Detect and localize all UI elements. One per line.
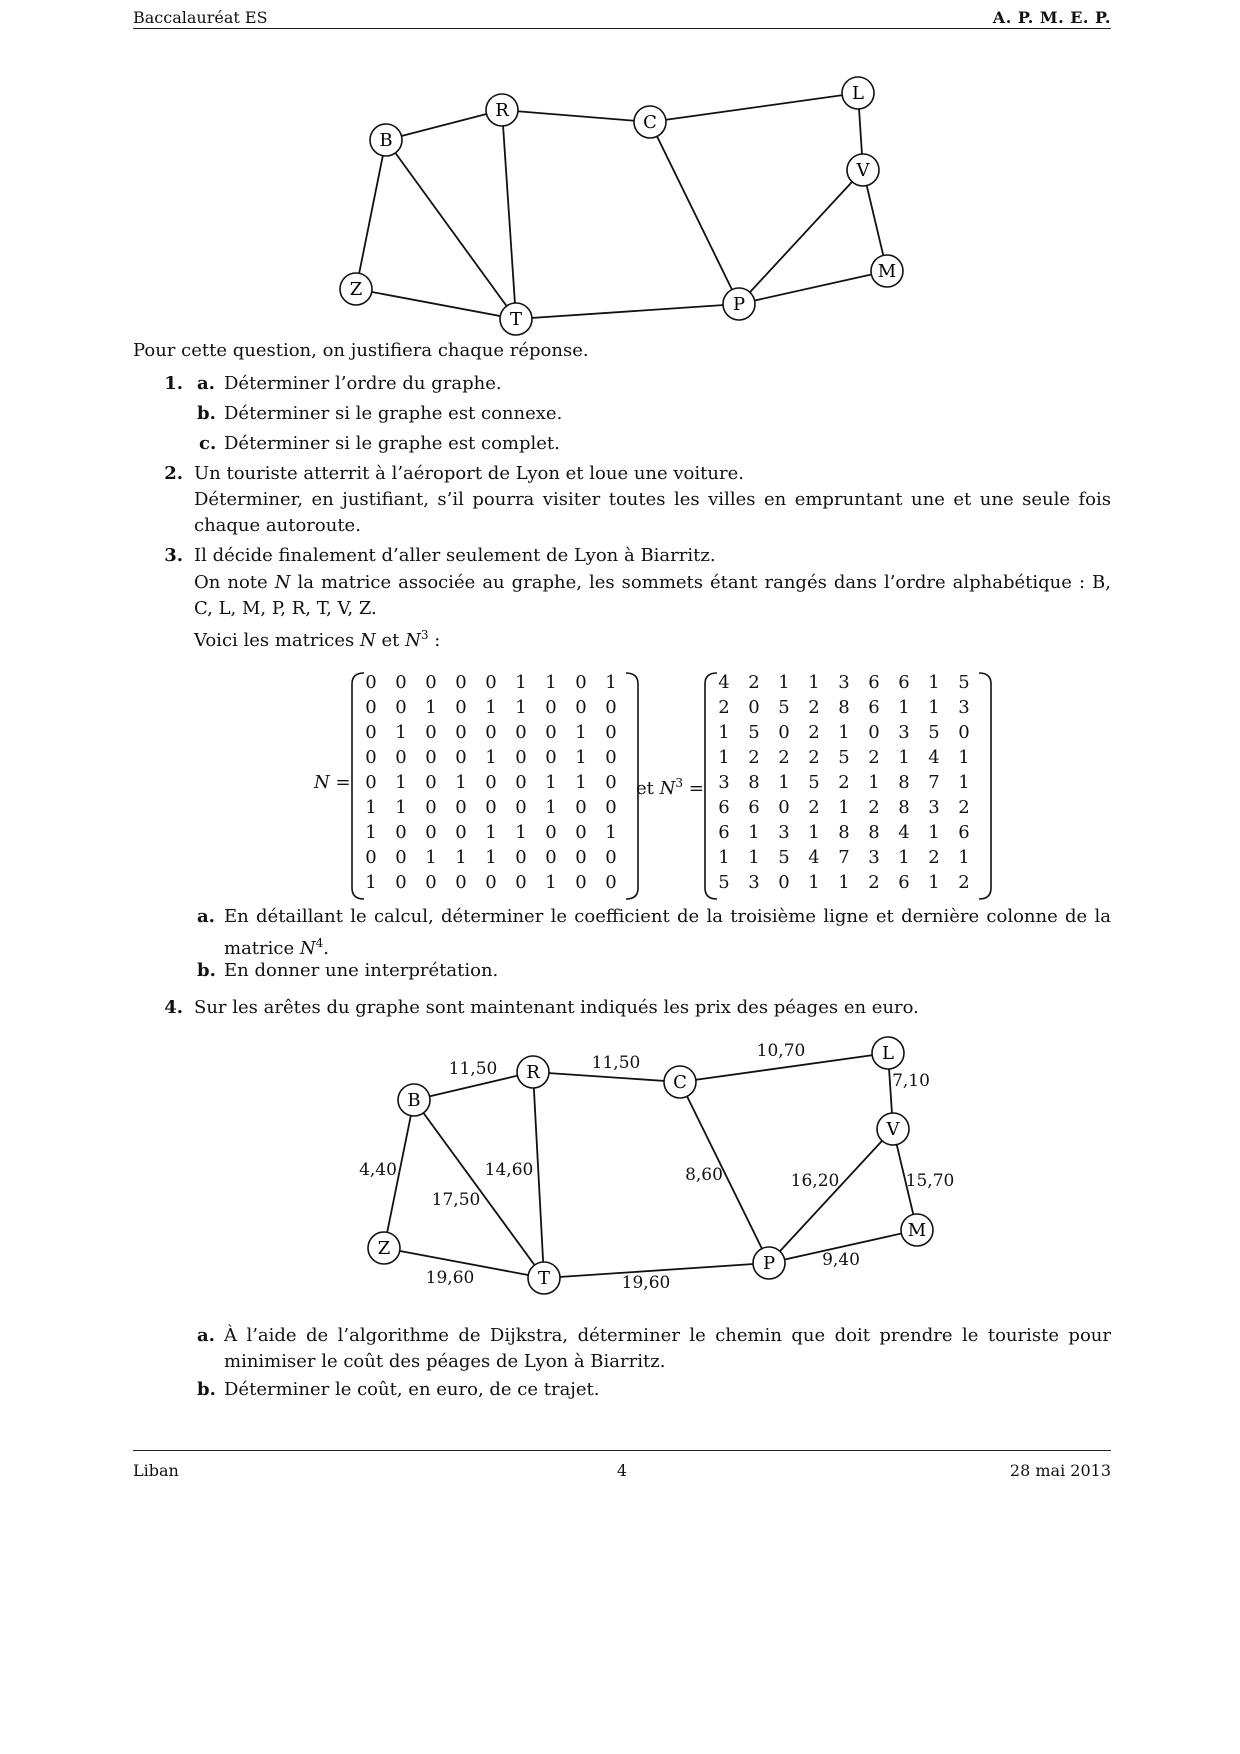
weight-B-R: 11,50 <box>448 1059 498 1079</box>
weight-P-M: 9,40 <box>822 1250 860 1270</box>
q3a-text: En détaillant le calcul, déterminer le coefficient de la troisième ligne et dernière colonne de la matrice $N^4$. <box>224 906 1111 959</box>
matrix-cell: 1 <box>515 697 527 718</box>
matrix-cell: 0 <box>545 722 557 743</box>
matrix-cell: 8 <box>868 822 880 843</box>
svg-text:L: L <box>882 1043 894 1064</box>
matrix-cell: 0 <box>748 697 760 718</box>
w-node-T <box>528 1262 560 1294</box>
matrix-cell: 7 <box>838 847 850 868</box>
q3-line2: On note N la matrice associée au graphe, les sommets étant rangés dans l’ordre alphabétique : B, C, L, M, P, R, T, V, Z. <box>194 572 1111 619</box>
matrix-cell: 0 <box>575 847 587 868</box>
matrix-cell: 0 <box>485 797 497 818</box>
matrix-cell: 0 <box>425 872 437 893</box>
matrix-cell: 0 <box>515 872 527 893</box>
matrix-cell: 1 <box>868 772 880 793</box>
w-node-V <box>877 1113 909 1145</box>
matrix-cell: 8 <box>898 797 910 818</box>
matrix-cell: 2 <box>808 797 820 818</box>
matrix-cell: 6 <box>868 672 880 693</box>
matrix-cell: 0 <box>605 747 617 768</box>
svg-text:P: P <box>732 294 746 315</box>
matrix-cell: 0 <box>868 722 880 743</box>
q1b-label: b. <box>197 403 216 424</box>
w-node-P <box>753 1247 785 1279</box>
matrix-cell: 6 <box>958 822 970 843</box>
matrix-cell: 0 <box>365 672 377 693</box>
matrix-cell: 1 <box>575 722 587 743</box>
matrix-cell: 1 <box>545 872 557 893</box>
matrix-cell: 1 <box>778 772 790 793</box>
weight-B-Z: 4,40 <box>359 1160 397 1180</box>
matrix-cell: 3 <box>958 697 970 718</box>
matrix-cell: 0 <box>605 797 617 818</box>
q4a-label: a. <box>197 1325 215 1346</box>
svg-text:P: P <box>762 1253 776 1274</box>
matrix-cell: 6 <box>718 822 730 843</box>
matrix-cell: 2 <box>868 797 880 818</box>
matrix-cell: 0 <box>395 697 407 718</box>
matrix-cell: 0 <box>485 672 497 693</box>
matrix-cell: 6 <box>898 872 910 893</box>
matrix-cell: 4 <box>898 822 910 843</box>
matrix-cell: 1 <box>718 747 730 768</box>
matrix-cell: 1 <box>898 847 910 868</box>
matrix-cell: 0 <box>575 697 587 718</box>
matrix-cell: 7 <box>928 772 940 793</box>
matrix-cell: 1 <box>838 797 850 818</box>
svg-text:B: B <box>407 1090 421 1111</box>
q2-line2: Déterminer, en justifiant, s’il pourra visiter toutes les villes en empruntant une et une seule fois chaque autoroute. <box>194 489 1111 536</box>
matrix-cell: 0 <box>778 872 790 893</box>
matrix-cell: 1 <box>455 772 467 793</box>
svg-text:R: R <box>495 100 509 121</box>
matrix-cell: 1 <box>485 847 497 868</box>
q4b-text: Déterminer le coût, en euro, de ce trajet. <box>224 1379 600 1400</box>
matrix-cell: 6 <box>718 797 730 818</box>
matrix-cell: 5 <box>778 697 790 718</box>
matrix-cell: 0 <box>778 797 790 818</box>
matrix-cell: 2 <box>748 747 760 768</box>
matrix-cell: 0 <box>425 747 437 768</box>
matrix-cell: 3 <box>718 772 730 793</box>
q3-line3: Voici les matrices N et $N^3$ : <box>194 628 441 651</box>
w-edge-R-T <box>533 1072 544 1278</box>
matrix-cell: 2 <box>808 722 820 743</box>
matrix-cell: 2 <box>958 797 970 818</box>
q4-line1: Sur les arêtes du graphe sont maintenant indiqués les prix des péages en euro. <box>194 997 919 1018</box>
matrix-cell: 1 <box>958 847 970 868</box>
matrix-cell: 0 <box>395 747 407 768</box>
svg-text:Z: Z <box>349 279 363 300</box>
matrix-cell: 0 <box>365 697 377 718</box>
matrix-cell: 1 <box>395 797 407 818</box>
matrix-cell: 0 <box>545 847 557 868</box>
matrix-cell: 0 <box>575 822 587 843</box>
q3-number: 3. <box>164 545 183 566</box>
matrix-cell: 1 <box>928 872 940 893</box>
matrix-cell: 2 <box>928 847 940 868</box>
matrix-cell: 1 <box>898 697 910 718</box>
matrix-cell: 0 <box>455 722 467 743</box>
matrix-cell: 5 <box>748 722 760 743</box>
matrix-cell: 0 <box>365 847 377 868</box>
matrix-cell: 3 <box>898 722 910 743</box>
weight-V-P: 16,20 <box>790 1171 840 1191</box>
matrix-cell: 1 <box>928 672 940 693</box>
matrix-cell: 0 <box>485 772 497 793</box>
matrix-cell: 0 <box>395 847 407 868</box>
matrix-cell: 1 <box>515 672 527 693</box>
footer-date: 28 mai 2013 <box>1009 1461 1111 1480</box>
matrix-cell: 4 <box>808 847 820 868</box>
q1a-label: a. <box>197 373 215 394</box>
matrix-cell: 0 <box>455 872 467 893</box>
matrix-cell: 6 <box>748 797 760 818</box>
w-edge-R-C <box>533 1072 680 1082</box>
matrix-cell: 1 <box>575 772 587 793</box>
svg-text:R: R <box>526 1062 540 1083</box>
matrix-cell: 0 <box>958 722 970 743</box>
matrix-cell: 3 <box>868 847 880 868</box>
svg-text:T: T <box>509 309 523 330</box>
matrix-cell: 0 <box>605 697 617 718</box>
page-footer <box>133 1450 1111 1481</box>
w-edge-V-P <box>769 1129 893 1263</box>
matrix-cell: 2 <box>838 772 850 793</box>
matrix-cell: 0 <box>515 747 527 768</box>
matrix-cell: 2 <box>718 697 730 718</box>
svg-text:L: L <box>852 83 864 104</box>
footer-left: Liban <box>133 1461 179 1480</box>
matrix-cell: 1 <box>545 797 557 818</box>
matrix-cell: 1 <box>808 672 820 693</box>
matrix-cell: 0 <box>485 872 497 893</box>
svg-text:M: M <box>877 261 897 282</box>
matrix-N-label: N = <box>314 772 351 793</box>
matrix-cell: 0 <box>605 847 617 868</box>
matrix-cell: 0 <box>455 822 467 843</box>
matrix-cell: 3 <box>778 822 790 843</box>
w-node-L <box>872 1037 904 1069</box>
matrix-cell: 4 <box>928 747 940 768</box>
weight-L-V: 7,10 <box>892 1071 930 1091</box>
matrix-cell: 0 <box>575 672 587 693</box>
matrix-cell: 0 <box>455 697 467 718</box>
matrix-cell: 0 <box>545 747 557 768</box>
matrix-cell: 2 <box>808 747 820 768</box>
matrix-cell: 2 <box>958 872 970 893</box>
matrix-cell: 0 <box>365 772 377 793</box>
matrix-cell: 0 <box>395 672 407 693</box>
matrix-cell: 1 <box>545 772 557 793</box>
matrix-cell: 0 <box>515 847 527 868</box>
matrix-cell: 0 <box>575 872 587 893</box>
matrix-cell: 0 <box>425 797 437 818</box>
matrix-cell: 0 <box>605 722 617 743</box>
matrix-cell: 0 <box>605 772 617 793</box>
matrix-cell: 0 <box>545 697 557 718</box>
matrix-cell: 1 <box>605 672 617 693</box>
matrix-N3-label: et $N^3$ = <box>636 776 704 799</box>
matrix-cell: 1 <box>898 747 910 768</box>
matrix-cell: 1 <box>455 847 467 868</box>
matrix-cell: 3 <box>838 672 850 693</box>
matrix-cell: 0 <box>515 722 527 743</box>
matrix-cell: 1 <box>515 822 527 843</box>
matrix-cell: 1 <box>575 747 587 768</box>
weight-B-T: 17,50 <box>431 1190 481 1210</box>
matrix-cell: 0 <box>545 822 557 843</box>
matrix-cell: 1 <box>365 872 377 893</box>
weight-Z-T: 19,60 <box>425 1268 475 1288</box>
matrix-cell: 1 <box>485 697 497 718</box>
matrix-cell: 0 <box>395 872 407 893</box>
matrix-cell: 2 <box>868 747 880 768</box>
matrix-cell: 0 <box>365 747 377 768</box>
matrix-cell: 5 <box>838 747 850 768</box>
q4a-text: À l’aide de l’algorithme de Dijkstra, déterminer le chemin que doit prendre le touriste pour minimiser le coût des péages de Lyon à Biarritz. <box>224 1325 1111 1372</box>
matrix-cell: 1 <box>808 822 820 843</box>
w-node-R <box>517 1056 549 1088</box>
matrix-cell: 6 <box>898 672 910 693</box>
w-node-B <box>398 1084 430 1116</box>
matrix-cell: 1 <box>958 747 970 768</box>
matrix-cell: 5 <box>958 672 970 693</box>
matrix-cell: 0 <box>575 797 587 818</box>
matrix-cell: 1 <box>718 722 730 743</box>
matrix-cell: 8 <box>898 772 910 793</box>
q1-number: 1. <box>164 373 183 394</box>
matrix-cell: 1 <box>395 722 407 743</box>
matrix-cell: 3 <box>748 872 760 893</box>
svg-text:C: C <box>643 112 657 133</box>
matrix-cell: 5 <box>928 722 940 743</box>
matrix-cell: 0 <box>455 797 467 818</box>
q1c-label: c. <box>199 433 217 454</box>
matrix-cell: 4 <box>718 672 730 693</box>
weight-R-T: 14,60 <box>484 1160 534 1180</box>
matrix-cell: 1 <box>425 697 437 718</box>
svg-text:V: V <box>886 1119 900 1140</box>
svg-text:B: B <box>379 130 393 151</box>
matrix-cell: 8 <box>838 697 850 718</box>
matrix-cell: 1 <box>718 847 730 868</box>
matrix-cell: 1 <box>928 822 940 843</box>
svg-text:Z: Z <box>377 1238 391 1259</box>
footer-page-number: 4 <box>616 1461 628 1480</box>
weight-V-M: 15,70 <box>905 1171 955 1191</box>
svg-text:V: V <box>856 160 870 181</box>
matrix-cell: 0 <box>515 797 527 818</box>
w-node-Z <box>368 1232 400 1264</box>
matrix-cell: 1 <box>365 797 377 818</box>
header-left: Baccalauréat ES <box>133 8 268 27</box>
matrix-cell: 1 <box>605 822 617 843</box>
matrix-cell: 3 <box>928 797 940 818</box>
weight-R-C: 11,50 <box>591 1053 641 1073</box>
header-right: A. P. M. E. P. <box>992 8 1111 27</box>
matrix-cell: 8 <box>748 772 760 793</box>
matrix-cell: 2 <box>808 697 820 718</box>
matrix-cell: 0 <box>365 722 377 743</box>
matrix-cell: 1 <box>808 872 820 893</box>
matrix-cell: 8 <box>838 822 850 843</box>
matrix-cell: 5 <box>778 847 790 868</box>
svg-text:C: C <box>673 1072 687 1093</box>
weight-C-P: 8,60 <box>685 1165 723 1185</box>
matrix-cell: 0 <box>485 722 497 743</box>
matrix-cell: 0 <box>425 822 437 843</box>
matrix-cell: 5 <box>718 872 730 893</box>
matrix-cell: 2 <box>748 672 760 693</box>
matrix-cell: 0 <box>455 747 467 768</box>
q1b-text: Déterminer si le graphe est connexe. <box>224 403 563 424</box>
matrix-cell: 0 <box>425 772 437 793</box>
matrix-cell: 0 <box>425 722 437 743</box>
matrix-cell: 0 <box>455 672 467 693</box>
svg-text:M: M <box>907 1220 927 1241</box>
q4-number: 4. <box>164 997 183 1018</box>
q1a-text: Déterminer l’ordre du graphe. <box>224 373 502 394</box>
matrix-cell: 0 <box>605 872 617 893</box>
matrix-cell: 1 <box>395 772 407 793</box>
q2-number: 2. <box>164 463 183 484</box>
matrix-cell: 1 <box>838 872 850 893</box>
q3-line1: Il décide finalement d’aller seulement de Lyon à Biarritz. <box>194 545 716 566</box>
q2-line1: Un touriste atterrit à l’aéroport de Lyon et loue une voiture. <box>194 463 744 484</box>
w-node-M <box>901 1214 933 1246</box>
matrix-cell: 2 <box>778 747 790 768</box>
matrix-cell: 1 <box>748 822 760 843</box>
matrix-cell: 1 <box>425 847 437 868</box>
matrix-cell: 1 <box>485 747 497 768</box>
matrix-cell: 1 <box>748 847 760 868</box>
q1c-text: Déterminer si le graphe est complet. <box>224 433 560 454</box>
matrix-cell: 6 <box>868 697 880 718</box>
matrix-cell: 1 <box>838 722 850 743</box>
matrix-cell: 1 <box>545 672 557 693</box>
matrix-cell: 1 <box>485 822 497 843</box>
w-edge-B-T <box>414 1100 544 1278</box>
weight-C-L: 10,70 <box>756 1041 806 1061</box>
w-node-C <box>664 1066 696 1098</box>
q4b-label: b. <box>197 1379 216 1400</box>
matrix-cell: 5 <box>808 772 820 793</box>
matrix-cell: 1 <box>778 672 790 693</box>
q3a-label: a. <box>197 906 215 927</box>
matrix-cell: 0 <box>778 722 790 743</box>
matrix-cell: 0 <box>515 772 527 793</box>
intro-text: Pour cette question, on justifiera chaque réponse. <box>133 340 589 361</box>
matrix-cell: 0 <box>395 822 407 843</box>
weight-T-P: 19,60 <box>621 1273 671 1293</box>
q3b-label: b. <box>197 960 216 981</box>
svg-text:T: T <box>537 1268 551 1289</box>
matrix-cell: 0 <box>425 672 437 693</box>
q3b-text: En donner une interprétation. <box>224 960 499 981</box>
matrix-cell: 1 <box>958 772 970 793</box>
matrix-cell: 1 <box>928 697 940 718</box>
matrix-cell: 1 <box>365 822 377 843</box>
matrix-cell: 2 <box>868 872 880 893</box>
